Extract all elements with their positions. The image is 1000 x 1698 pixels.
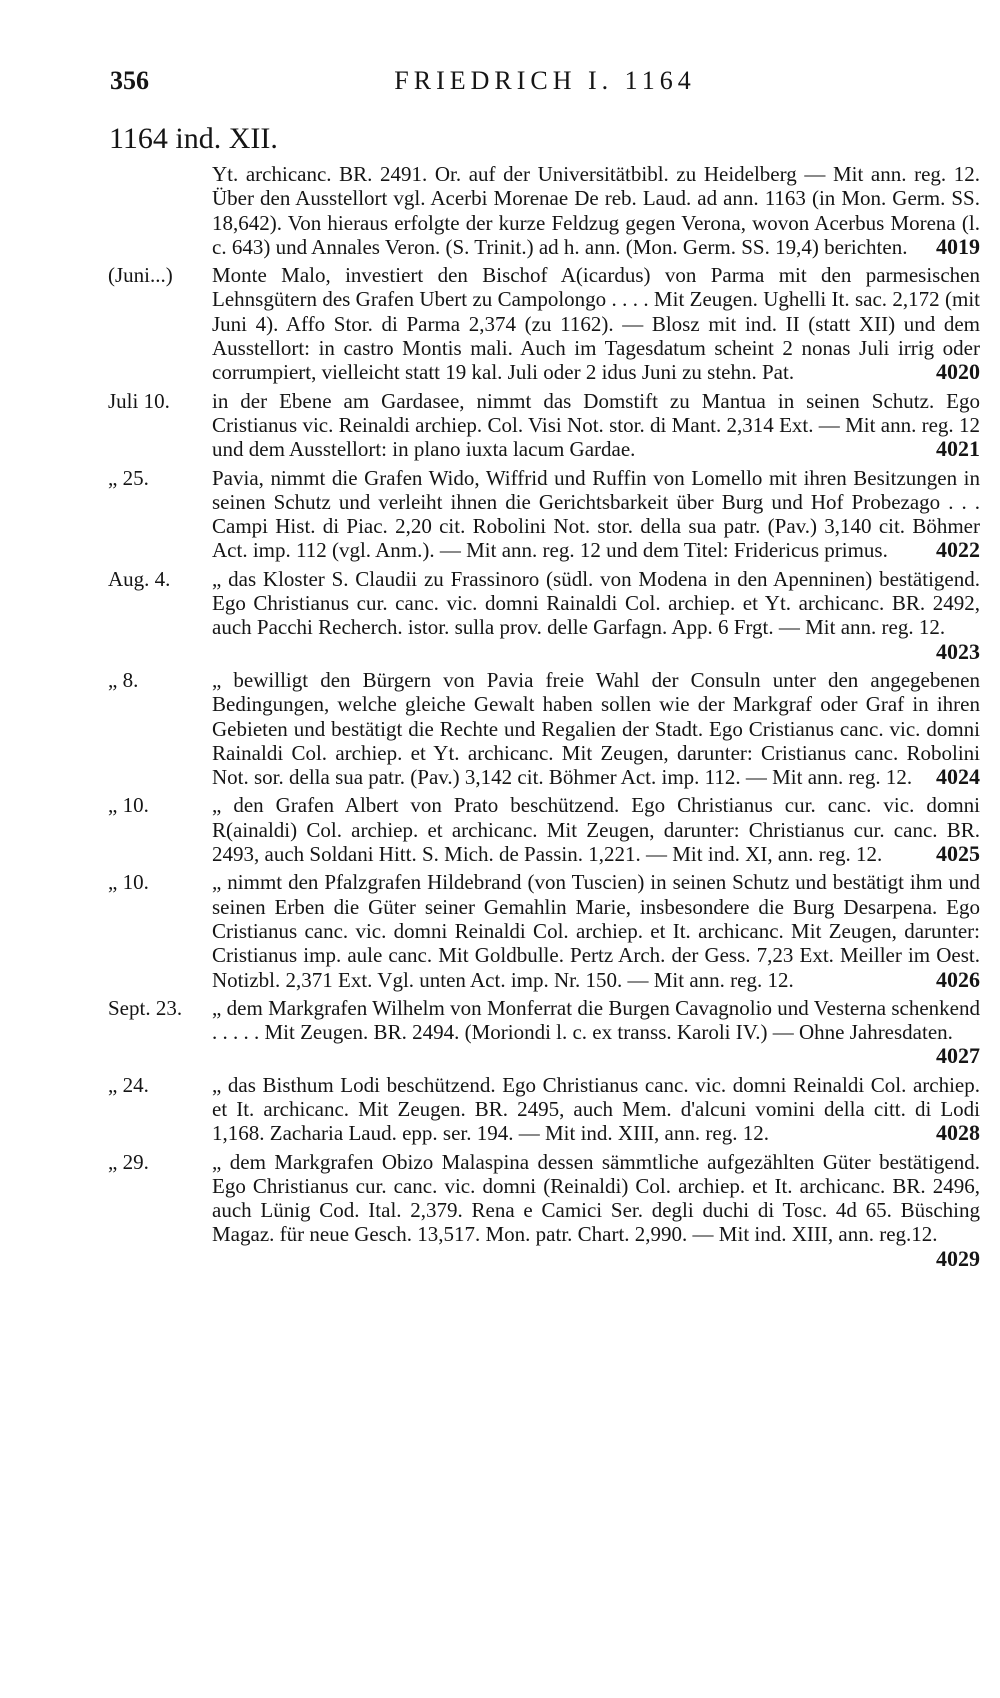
- entry-date: (Juni...): [108, 263, 173, 288]
- entry-text: „ dem Markgrafen Wilhelm von Monferrat die Burgen Cavagnolio und Vesterna schenkend . . . . . Mit Zeugen. BR. 2494. (Moriondi l. c. ex transs. Karoli IV.) — Ohne Jahresdaten.: [212, 995, 980, 1045]
- regest-entry: [108, 466, 980, 563]
- entry-body: [212, 996, 980, 1069]
- entry-number: 4029: [936, 1245, 980, 1271]
- entry-number: 4028: [936, 1120, 980, 1146]
- entry-date: Sept. 23.: [108, 995, 183, 1020]
- entry-date: „ 10.: [108, 793, 149, 818]
- entry-date: „ 8.: [108, 667, 139, 692]
- entry-text: Pavia, nimmt die Grafen Wido, Wiffrid und Ruffin von Lomello mit ihren Besitzungen in seinen Schutz und verleiht ihnen die Gerichtsbarkeit über Burg und Hof Probezago . . . Campi Hist. di Piac. 2,20 cit. Robolini Not. stor. della sua patr. (Pav.) 3,140 cit. Böhmer Act. imp. 112 (vgl. Anm.). — Mit ann. reg. 12 und dem Titel: Fridericus primus.: [212, 465, 980, 563]
- entry-body: [212, 162, 980, 259]
- entry-date: „ 10.: [108, 870, 149, 895]
- entry-number: 4025: [936, 841, 980, 867]
- entry-date: „ 29.: [108, 1149, 149, 1174]
- entry-number: 4022: [936, 537, 980, 563]
- entry-text: in der Ebene am Gardasee, nimmt das Domstift zu Mantua in seinen Schutz. Ego Cristianus vic. Reinaldi archiep. Col. Visi Not. stor. di Mant. 2,314 Ext. — Mit ann. reg. 12 und dem Ausstellort: in plano iuxta lacum Gardae.: [212, 388, 980, 462]
- entry-body: [212, 263, 980, 384]
- year-heading: 1164 ind. XII.: [109, 122, 278, 155]
- regest-entry: [108, 567, 980, 664]
- entry-text: „ bewilligt den Bürgern von Pavia freie Wahl der Consuln unter den angegebenen Bedingungen, welche gleiche Gewalt haben sollen wie der Markgraf oder Graf in ihren Gebieten und bestätigt die Rechte und Regalien der Stadt. Ego Cristianus canc. vic. domni Rainaldi Col. archiep. et Yt. archicanc. Mit Zeugen, darunter: Cristianus canc. Robolini Not. sor. della sua patr. (Pav.) 3,142 cit. Böhmer Act. imp. 112. — Mit ann. reg. 12.: [212, 667, 980, 790]
- entry-body: [212, 1073, 980, 1146]
- regest-entry: [108, 1150, 980, 1271]
- running-title: FRIEDRICH I. 1164: [394, 66, 696, 95]
- regest-entry: [108, 1073, 980, 1146]
- entry-body: [212, 1150, 980, 1271]
- entry-text: „ das Bisthum Lodi beschützend. Ego Christianus canc. vic. domni Reinaldi Col. archiep. et It. archicanc. Mit Zeugen. BR. 2495, auch Mem. d'alcuni vomini della citt. di Lodi 1,168. Zacharia Laud. epp. ser. 194. — Mit ind. XIII, ann. reg. 12.: [212, 1072, 980, 1146]
- entry-text: Yt. archicanc. BR. 2491. Or. auf der Universitätbibl. zu Heidelberg — Mit ann. reg. 12. Über den Ausstellort vgl. Acerbi Morenae De reb. Laud. ad ann. 1163 (in Mon. Germ. SS. 18,642). Von hieraus erfolgte der kurze Feldzug gegen Verona, wovon Acerbus Morena (l. c. 643) und Annales Veron. (S. Trinit.) ad h. ann. (Mon. Germ. SS. 19,4) berichten.: [212, 162, 980, 259]
- regest-entries: [108, 162, 980, 1275]
- entry-number: 4021: [936, 436, 980, 462]
- entry-body: [212, 389, 980, 462]
- entry-text: „ das Kloster S. Claudii zu Frassinoro (südl. von Modena in den Apenninen) bestätigend. Ego Christianus cur. canc. vic. domni Rainaldi Col. archiep. et Yt. archicanc. BR. 2492, auch Pacchi Recherch. istor. sulla prov. delle Garfagn. App. 6 Frgt. — Mit ann. reg. 12.: [212, 566, 980, 640]
- regest-entry: [108, 162, 980, 259]
- entry-number: 4027: [936, 1043, 980, 1069]
- regest-entry: [108, 996, 980, 1069]
- regest-entry: [108, 263, 980, 384]
- entry-body: [212, 466, 980, 563]
- entry-body: [212, 668, 980, 789]
- regest-entry: [108, 389, 980, 462]
- entry-date: Juli 10.: [108, 388, 170, 413]
- entry-body: [212, 567, 980, 664]
- entry-number: 4026: [936, 966, 980, 992]
- regest-entry: [108, 870, 980, 991]
- regest-entry: [108, 793, 980, 866]
- entry-text: „ nimmt den Pfalzgrafen Hildebrand (von Tuscien) in seinen Schutz und bestätigt ihm und seinen Erben die Güter seiner Gemahlin Marie, insbesondere die Burg Desarpena. Ego Cristianus canc. vic. domni Reinaldi Col. archiep. et It. archicanc. Mit Zeugen, darunter: Cristianus imp. aule canc. Mit Goldbulle. Pertz Arch. der Gess. 7,23 Ext. Meiller im Oest. Notizbl. 2,371 Ext. Vgl. unten Act. imp. Nr. 150. — Mit ann. reg. 12.: [212, 870, 980, 992]
- page-number: 356: [110, 66, 149, 95]
- entry-text: „ dem Markgrafen Obizo Malaspina dessen sämmtliche aufgezählten Güter bestätigend. Ego Christianus cur. canc. vic. domni (Reinaldi) Col. archiep. et It. archicanc. BR. 2496, auch Lünig Cod. Ital. 2,379. Rena e Camici Ser. degli duchi di Tosc. 4d 65. Büsching Magaz. für neue Gesch. 13,517. Mon. patr. Chart. 2,990. — Mit ind. XIII, ann. reg.12.: [212, 1149, 980, 1247]
- entry-number: 4023: [936, 638, 980, 664]
- entry-number: 4020: [936, 359, 980, 385]
- running-head: [110, 66, 980, 100]
- entry-text: „ den Grafen Albert von Prato beschützend. Ego Christianus cur. canc. vic. domni R(ainaldi) Col. archiep. et archicanc. Mit Zeugen, darunter: Christianus cur. canc. BR. 2493, auch Soldani Hitt. S. Mich. de Passin. 1,221. — Mit ind. XI, ann. reg. 12.: [212, 793, 980, 867]
- entry-date: „ 25.: [108, 465, 149, 490]
- entry-number: 4024: [936, 764, 980, 790]
- entry-number: 4019: [936, 233, 980, 259]
- entry-body: [212, 793, 980, 866]
- entry-text: Monte Malo, investiert den Bischof A(icardus) von Parma mit den parmesischen Lehnsgütern des Grafen Ubert zu Campolongo . . . . Mit Zeugen. Ughelli It. sac. 2,172 (mit Juni 4). Affo Stor. di Parma 2,374 (zu 1162). — Blosz mit ind. II (statt XII) und dem Ausstellort: in castro Montis mali. Auch im Tagesdatum scheint 2 nonas Juli irrig oder corrumpiert, vielleicht statt 19 kal. Juli oder 2 idus Juni zu stehn. Pat.: [212, 263, 980, 385]
- entry-date: Aug. 4.: [108, 566, 171, 591]
- entry-date: „ 24.: [108, 1072, 149, 1097]
- entry-body: [212, 870, 980, 991]
- regest-entry: [108, 668, 980, 789]
